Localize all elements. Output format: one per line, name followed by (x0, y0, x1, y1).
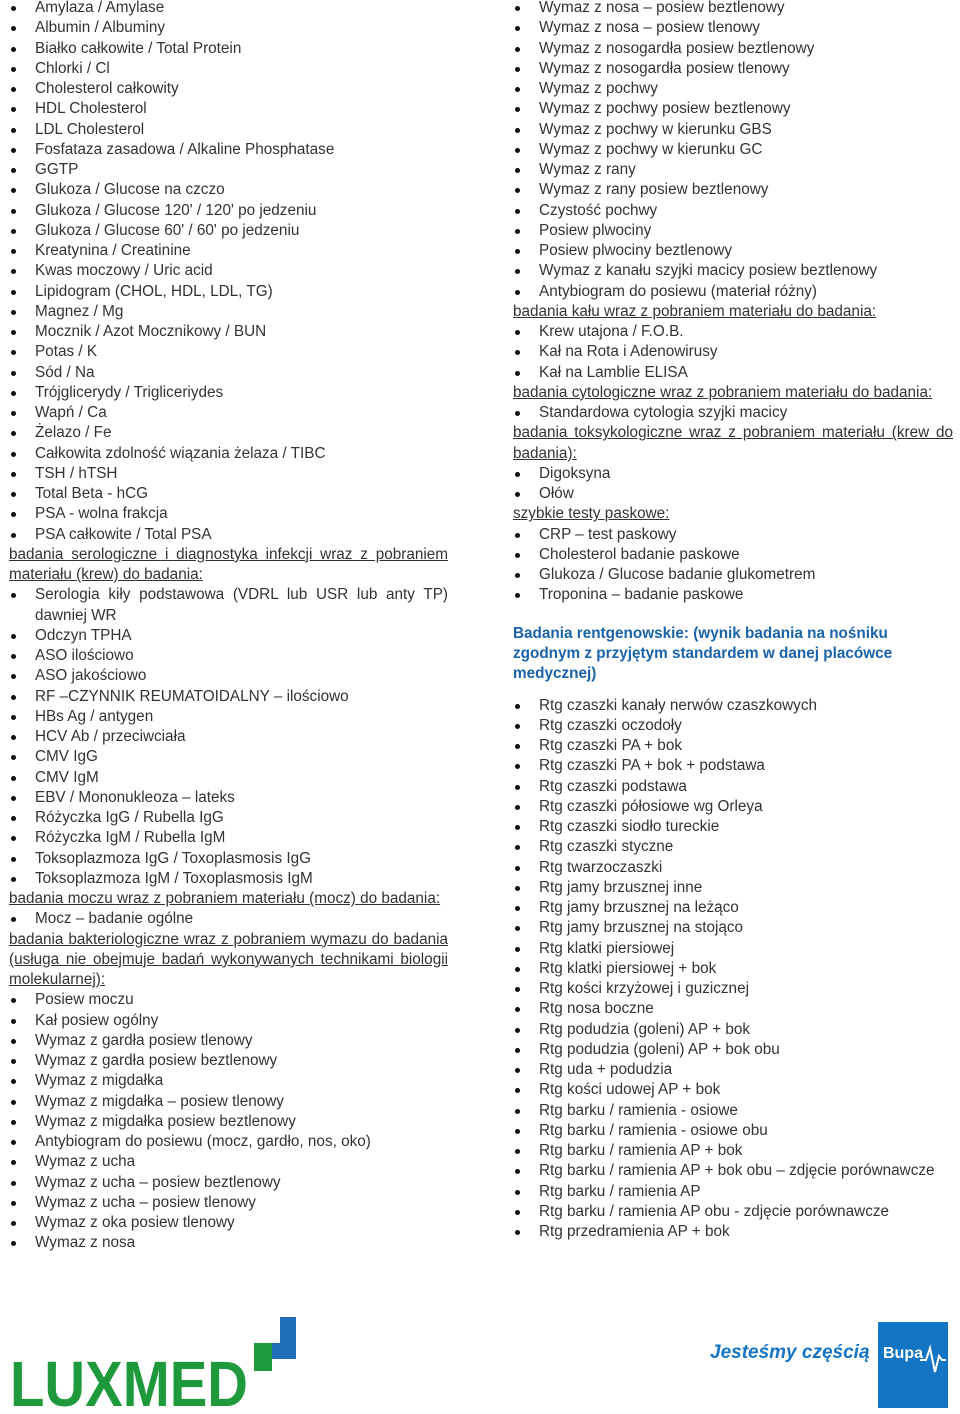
list-item: Total Beta - hCG (9, 484, 448, 504)
list-item: PSA całkowite / Total PSA (9, 525, 448, 545)
list-item: Odczyn TPHA (9, 626, 448, 646)
list-item: Rtg czaszki styczne (513, 837, 953, 857)
list-item: Rtg czaszki kanały nerwów czaszkowych (513, 696, 953, 716)
list-item: Wymaz z ucha (9, 1152, 448, 1172)
header-bacterio: badania bakteriologiczne wraz z pobraniem wymazu do badania (usługa nie obejmuje badań wykonywanych technikami biologii molekularnej): (9, 930, 448, 988)
header-quick: szybkie testy paskowe: (513, 505, 670, 523)
list-item: Troponina – badanie paskowe (513, 585, 953, 605)
list-item: Toksoplazmoza IgM / Toxoplasmosis IgM (9, 869, 448, 889)
bacterio-list (9, 990, 448, 1253)
list-item: Antybiogram do posiewu (mocz, gardło, nos, oko) (9, 1132, 448, 1152)
list-item: Serologia kiły podstawowa (VDRL lub USR lub anty TP) dawniej WR (9, 585, 448, 626)
swab-list (513, 0, 953, 302)
bupa-wordmark: Bupa (883, 1345, 923, 1362)
list-item: Różyczka IgM / Rubella IgM (9, 828, 448, 848)
list-item: Wymaz z pochwy w kierunku GC (513, 140, 953, 160)
list-item: Kwas moczowy / Uric acid (9, 261, 448, 281)
list-item: Wymaz z oka posiew tlenowy (9, 1213, 448, 1233)
bupa-logo (710, 1316, 950, 1408)
header-stool: badania kału wraz z pobraniem materiału do badania: (513, 302, 877, 320)
list-item: Rtg czaszki podstawa (513, 777, 953, 797)
urine-list (9, 909, 448, 929)
list-item: Rtg barku / ramienia AP obu - zdjęcie porównawcze (513, 1202, 953, 1222)
list-item: Antybiogram do posiewu (materiał różny) (513, 282, 953, 302)
list-item: PSA - wolna frakcja (9, 504, 448, 524)
list-item: Białko całkowite / Total Protein (9, 39, 448, 59)
list-item: Rtg jamy brzusznej na leżąco (513, 898, 953, 918)
list-item: Digoksyna (513, 464, 953, 484)
list-item: Posiew plwociny (513, 221, 953, 241)
list-item: Glukoza / Glucose 60' / 60' po jedzeniu (9, 221, 448, 241)
list-item: Rtg barku / ramienia AP + bok (513, 1141, 953, 1161)
list-item: Posiew plwociny beztlenowy (513, 241, 953, 261)
list-item: Chlorki / Cl (9, 59, 448, 79)
list-item: Wymaz z gardła posiew beztlenowy (9, 1051, 448, 1071)
list-item: Wymaz z pochwy (513, 79, 953, 99)
list-item: Sód / Na (9, 363, 448, 383)
list-item: Potas / K (9, 342, 448, 362)
list-item: LDL Cholesterol (9, 120, 448, 140)
list-item: Kał na Rota i Adenowirusy (513, 342, 953, 362)
list-item: Krew utajona / F.O.B. (513, 322, 953, 342)
quick-list (513, 525, 953, 606)
xray-list (513, 696, 953, 1243)
list-item: Standardowa cytologia szyjki macicy (513, 403, 953, 423)
serology-list (9, 585, 448, 889)
list-item: Amylaza / Amylase (9, 0, 448, 18)
list-item: Albumin / Albuminy (9, 18, 448, 38)
list-item: Rtg klatki piersiowej + bok (513, 959, 953, 979)
list-item: Cholesterol badanie paskowe (513, 545, 953, 565)
list-item: Wymaz z gardła posiew tlenowy (9, 1031, 448, 1051)
chem-list (9, 0, 448, 545)
list-item: Wymaz z rany (513, 160, 953, 180)
list-item: Toksoplazmoza IgG / Toxoplasmosis IgG (9, 849, 448, 869)
list-item: Fosfataza zasadowa / Alkaline Phosphatase (9, 140, 448, 160)
stool-list (513, 322, 953, 383)
list-item: Trójglicerydy / Trigliceriydes (9, 383, 448, 403)
list-item: Magnez / Mg (9, 302, 448, 322)
list-item: Rtg podudzia (goleni) AP + bok obu (513, 1040, 953, 1060)
list-item: Glukoza / Glucose na czczo (9, 180, 448, 200)
right-column (513, 0, 953, 1242)
list-item: Rtg barku / ramienia AP (513, 1182, 953, 1202)
list-item: HDL Cholesterol (9, 99, 448, 119)
list-item: Wymaz z migdałka (9, 1071, 448, 1091)
list-item: Wymaz z pochwy posiew beztlenowy (513, 99, 953, 119)
list-item: Kał na Lamblie ELISA (513, 363, 953, 383)
list-item: Glukoza / Glucose 120' / 120' po jedzeniu (9, 201, 448, 221)
list-item: Rtg klatki piersiowej (513, 939, 953, 959)
header-urine: badania moczu wraz z pobraniem materiału (mocz) do badania: (9, 890, 441, 907)
list-item: Lipidogram (CHOL, HDL, LDL, TG) (9, 282, 448, 302)
list-item: Rtg jamy brzusznej na stojąco (513, 918, 953, 938)
left-column (9, 0, 448, 1254)
list-item: ASO ilościowo (9, 646, 448, 666)
list-item: Całkowita zdolność wiązania żelaza / TIBC (9, 444, 448, 464)
list-item: CRP – test paskowy (513, 525, 953, 545)
list-item: HBs Ag / antygen (9, 707, 448, 727)
list-item: Wymaz z migdałka – posiew tlenowy (9, 1092, 448, 1112)
list-item: TSH / hTSH (9, 464, 448, 484)
list-item: Wymaz z migdałka posiew beztlenowy (9, 1112, 448, 1132)
list-item: CMV IgM (9, 768, 448, 788)
list-item: Rtg kości udowej AP + bok (513, 1080, 953, 1100)
list-item: Wymaz z nosa (9, 1233, 448, 1253)
list-item: Rtg czaszki PA + bok + podstawa (513, 756, 953, 776)
list-item: Cholesterol całkowity (9, 79, 448, 99)
list-item: ASO jakościowo (9, 666, 448, 686)
cyto-list (513, 403, 953, 423)
list-item: Wymaz z nosa – posiew tlenowy (513, 18, 953, 38)
list-item: Wymaz z pochwy w kierunku GBS (513, 120, 953, 140)
list-item: Wymaz z ucha – posiew tlenowy (9, 1193, 448, 1213)
header-serology: badania serologiczne i diagnostyka infekcji wraz z pobraniem materiału (krew) do badania: (9, 545, 448, 583)
list-item: Wapń / Ca (9, 403, 448, 423)
list-item: Posiew moczu (9, 990, 448, 1010)
list-item: Rtg twarzoczaszki (513, 858, 953, 878)
list-item: Rtg jamy brzusznej inne (513, 878, 953, 898)
list-item: Mocznik / Azot Mocznikowy / BUN (9, 322, 448, 342)
list-item: Wymaz z ucha – posiew beztlenowy (9, 1173, 448, 1193)
header-tox: badania toksykologiczne wraz z pobraniem materiału (krew do badania): (513, 424, 953, 462)
list-item: Glukoza / Glucose badanie glukometrem (513, 565, 953, 585)
list-item: Rtg uda + podudzia (513, 1060, 953, 1080)
list-item: HCV Ab / przeciwciała (9, 727, 448, 747)
list-item: Ołów (513, 484, 953, 504)
list-item: RF –CZYNNIK REUMATOIDALNY – ilościowo (9, 687, 448, 707)
list-item: Wymaz z nosogardła posiew beztlenowy (513, 39, 953, 59)
list-item: Żelazo / Fe (9, 423, 448, 443)
list-item: Rtg kości krzyżowej i guzicznej (513, 979, 953, 999)
list-item: Rtg przedramienia AP + bok (513, 1222, 953, 1242)
list-item: EBV / Mononukleoza – lateks (9, 788, 448, 808)
header-xray: Badania rentgenowskie: (wynik badania na nośniku zgodnym z przyjętym standardem w danej placówce medycznej) (513, 624, 893, 682)
luxmed-wordmark: LUXMED (10, 1348, 248, 1413)
list-item: Wymaz z rany posiew beztlenowy (513, 180, 953, 200)
bupa-slogan: Jesteśmy częścią (710, 1342, 870, 1363)
list-item: Rtg barku / ramienia - osiowe obu (513, 1121, 953, 1141)
list-item: Rtg czaszki oczodoły (513, 716, 953, 736)
header-cyto: badania cytologiczne wraz z pobraniem materiału do badania: (513, 383, 933, 401)
list-item: Rtg nosa boczne (513, 999, 953, 1019)
list-item: Wymaz z kanału szyjki macicy posiew beztlenowy (513, 261, 953, 281)
luxmed-logo (10, 1313, 300, 1413)
list-item: CMV IgG (9, 747, 448, 767)
list-item: Różyczka IgG / Rubella IgG (9, 808, 448, 828)
tox-list (513, 464, 953, 505)
list-item: Wymaz z nosa – posiew beztlenowy (513, 0, 953, 18)
list-item: Rtg barku / ramienia AP + bok obu – zdjęcie porównawcze (513, 1161, 953, 1181)
list-item: Rtg czaszki siodło tureckie (513, 817, 953, 837)
list-item: Rtg barku / ramienia - osiowe (513, 1101, 953, 1121)
list-item: Rtg podudzia (goleni) AP + bok (513, 1020, 953, 1040)
list-item: Rtg czaszki półosiowe wg Orleya (513, 797, 953, 817)
list-item: Kał posiew ogólny (9, 1011, 448, 1031)
list-item: GGTP (9, 160, 448, 180)
list-item: Mocz – badanie ogólne (9, 909, 448, 929)
list-item: Rtg czaszki PA + bok (513, 736, 953, 756)
list-item: Czystość pochwy (513, 201, 953, 221)
list-item: Wymaz z nosogardła posiew tlenowy (513, 59, 953, 79)
list-item: Kreatynina / Creatinine (9, 241, 448, 261)
